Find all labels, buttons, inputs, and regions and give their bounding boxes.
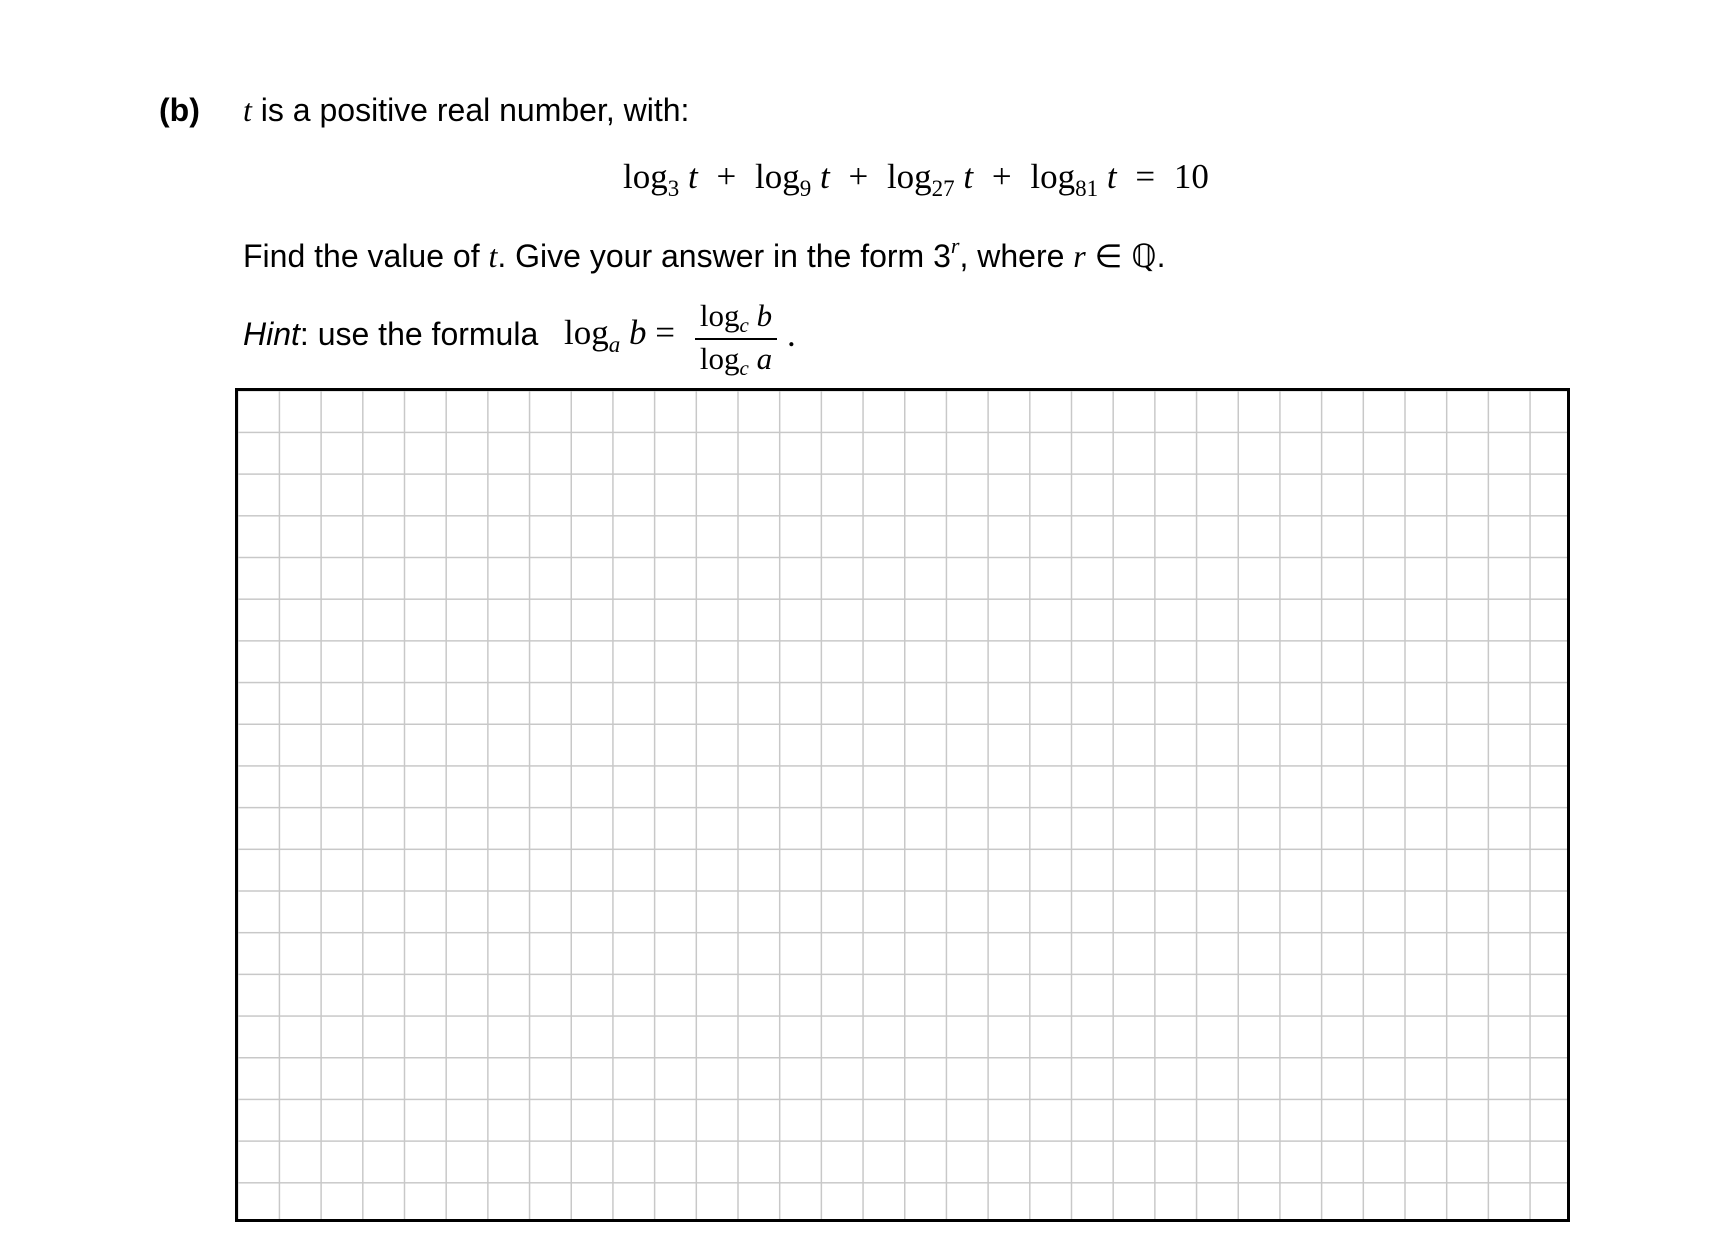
intro-text: is a positive real number, with:: [251, 92, 690, 128]
hint-fraction: [695, 296, 777, 378]
equation-term-3: $\log_{27} t$: [886, 157, 974, 201]
hint-label: Hint: [243, 316, 300, 352]
equation-term-1: $\log_3 t$: [623, 157, 698, 201]
equation-term-2: $\log_9 t$: [754, 157, 830, 201]
equation-term-4: $\log_{81} t$: [1030, 157, 1117, 201]
equation-plus-1: +: [716, 157, 737, 196]
equation-plus-3: +: [991, 157, 1012, 196]
question-intro: [243, 88, 689, 132]
instruction-set-variable: r: [1073, 238, 1086, 274]
question-instruction: Find the value of t. Give your answer in the form 3$^r$, where r ∈ ℚ.: [243, 233, 1166, 274]
instruction-variable: t: [488, 238, 498, 274]
part-label: (b): [159, 92, 200, 128]
fraction-numerator: $\log_c b$: [699, 298, 773, 337]
log-equation: [623, 152, 1209, 202]
answer-grid-box[interactable]: [235, 388, 1570, 1222]
instruction-exponent: r: [950, 233, 960, 258]
equation-equals: =: [1135, 157, 1156, 196]
equation-plus-2: +: [848, 157, 869, 196]
hint-formula-lhs: $\log_a b$ =: [564, 313, 675, 357]
hint-text: Hint: use the formula: [243, 316, 539, 352]
equation-rhs: 10: [1173, 157, 1209, 196]
rationals-symbol: ℚ: [1131, 238, 1157, 274]
hint-end-period: .: [787, 315, 796, 354]
fraction-denominator: $\log_c a$: [699, 341, 773, 380]
intro-variable: t: [243, 92, 252, 128]
